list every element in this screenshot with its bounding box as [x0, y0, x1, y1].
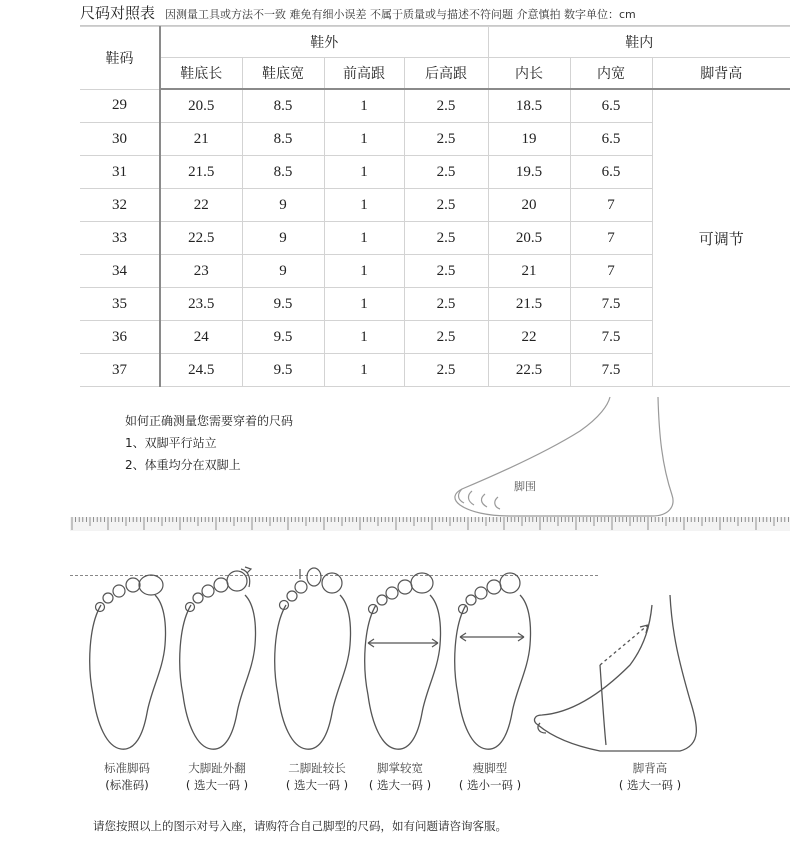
table-cell: 7.5 [570, 288, 652, 321]
table-cell: 1 [324, 354, 404, 387]
table-cell: 2.5 [404, 89, 488, 123]
foot-type-name: 大脚趾外翻 [188, 761, 246, 775]
table-cell: 2.5 [404, 156, 488, 189]
table-group-header-row [80, 27, 790, 58]
table-cell: 2.5 [404, 189, 488, 222]
table-cell: 9.5 [242, 321, 324, 354]
foot-type-name: 脚背高 [632, 761, 668, 775]
table-cell: 7.5 [570, 354, 652, 387]
foot-type-advice: ( 选大一码 ) [285, 778, 349, 792]
column-header: 内长 [488, 58, 570, 90]
foot-type-name: 脚掌较宽 [376, 761, 423, 775]
foot-type-advice: ( 选大一码 ) [185, 778, 249, 792]
size-cell: 29 [80, 89, 160, 123]
table-cell: 1 [324, 321, 404, 354]
foot-type-name: 二脚趾较长 [288, 761, 346, 775]
instruction-step-2: 2、体重均分在双脚上 [125, 458, 241, 472]
foot-wide-forefoot [365, 573, 441, 749]
table-cell: 1 [324, 189, 404, 222]
table-cell: 20.5 [160, 89, 242, 123]
foot-standard [90, 575, 166, 749]
column-header: 后高跟 [404, 58, 488, 90]
foot-type-label [186, 760, 248, 794]
table-cell: 1 [324, 89, 404, 123]
foot-narrow [455, 573, 531, 749]
table-cell: 21 [160, 123, 242, 156]
column-header: 鞋底宽 [242, 58, 324, 90]
instruction-step-1: 1、双脚平行站立 [125, 436, 217, 450]
size-cell: 33 [80, 222, 160, 255]
foot-type-label [104, 760, 150, 794]
table-cell: 1 [324, 288, 404, 321]
instep-column-header: 脚背高 [652, 58, 790, 90]
table-cell: 6.5 [570, 156, 652, 189]
table-cell: 9.5 [242, 354, 324, 387]
table-cell: 22 [488, 321, 570, 354]
table-cell: 20.5 [488, 222, 570, 255]
chart-title: 尺码对照表 [80, 4, 156, 22]
size-cell: 36 [80, 321, 160, 354]
table-cell: 7 [570, 222, 652, 255]
table-cell: 18.5 [488, 89, 570, 123]
foot-long-second-toe [275, 568, 351, 749]
table-cell: 1 [324, 222, 404, 255]
table-cell: 9 [242, 222, 324, 255]
table-cell: 2.5 [404, 255, 488, 288]
table-cell: 21.5 [160, 156, 242, 189]
instructions-title: 如何正确测量您需要穿着的尺码 [125, 414, 294, 428]
table-cell: 19.5 [488, 156, 570, 189]
table-cell: 8.5 [242, 123, 324, 156]
foot-bunion [180, 567, 256, 749]
table-cell: 22.5 [160, 222, 242, 255]
measuring-ruler [70, 517, 790, 531]
size-cell: 31 [80, 156, 160, 189]
foot-type-advice: ( 选小一码 ) [458, 778, 522, 792]
table-cell: 7 [570, 189, 652, 222]
table-column-header-row [80, 58, 790, 90]
footer-note: 请您按照以上的图示对号入座，请购符合自己脚型的尺码，如有问题请咨询客服。 [93, 819, 507, 833]
table-cell: 23 [160, 255, 242, 288]
foot-type-label [369, 760, 431, 794]
table-cell: 9 [242, 189, 324, 222]
measurement-instructions [125, 410, 293, 476]
foot-type-name: 标准脚码 [104, 761, 150, 775]
table-cell: 1 [324, 156, 404, 189]
table-cell: 2.5 [404, 222, 488, 255]
table-cell: 6.5 [570, 89, 652, 123]
outer-group-header: 鞋外 [160, 27, 488, 58]
size-column-header: 鞋码 [80, 27, 160, 90]
table-cell: 7.5 [570, 321, 652, 354]
column-header: 内宽 [570, 58, 652, 90]
table-row [80, 89, 790, 123]
table-cell: 24.5 [160, 354, 242, 387]
table-cell: 9.5 [242, 288, 324, 321]
side-foot-illustration [440, 395, 685, 520]
size-cell: 35 [80, 288, 160, 321]
table-cell: 23.5 [160, 288, 242, 321]
foot-type-name: 瘦脚型 [472, 761, 508, 775]
foot-type-label [619, 760, 681, 794]
table-cell: 6.5 [570, 123, 652, 156]
table-cell: 20 [488, 189, 570, 222]
table-cell: 19 [488, 123, 570, 156]
measurement-disclaimer: 因测量工具或方法不一致 难免有细小误差 不属于质量或与描述不符问题 介意慎拍 数字单位：cm [165, 8, 636, 21]
table-cell: 2.5 [404, 354, 488, 387]
foot-types-illustration [85, 565, 535, 755]
table-cell: 24 [160, 321, 242, 354]
high-instep-illustration [530, 595, 730, 760]
foot-type-advice: ( 选大一码 ) [618, 778, 682, 792]
instep-adjustable-cell: 可调节 [652, 89, 790, 387]
inner-group-header: 鞋内 [488, 27, 790, 58]
size-cell: 30 [80, 123, 160, 156]
chart-header [80, 2, 636, 24]
foot-type-advice: ( 选大一码 ) [368, 778, 432, 792]
table-cell: 2.5 [404, 288, 488, 321]
table-cell: 8.5 [242, 156, 324, 189]
foot-girth-label: 脚围 [514, 480, 536, 493]
column-header: 鞋底长 [160, 58, 242, 90]
table-cell: 8.5 [242, 89, 324, 123]
table-cell: 1 [324, 255, 404, 288]
table-cell: 22.5 [488, 354, 570, 387]
table-cell: 7 [570, 255, 652, 288]
foot-type-label [286, 760, 348, 794]
size-table [80, 26, 790, 387]
table-cell: 2.5 [404, 123, 488, 156]
column-header: 前高跟 [324, 58, 404, 90]
size-cell: 37 [80, 354, 160, 387]
table-cell: 21 [488, 255, 570, 288]
table-cell: 1 [324, 123, 404, 156]
size-cell: 32 [80, 189, 160, 222]
table-cell: 2.5 [404, 321, 488, 354]
foot-type-label [459, 760, 521, 794]
foot-type-advice: (标准码) [105, 778, 149, 792]
size-cell: 34 [80, 255, 160, 288]
table-cell: 22 [160, 189, 242, 222]
table-cell: 21.5 [488, 288, 570, 321]
table-cell: 9 [242, 255, 324, 288]
